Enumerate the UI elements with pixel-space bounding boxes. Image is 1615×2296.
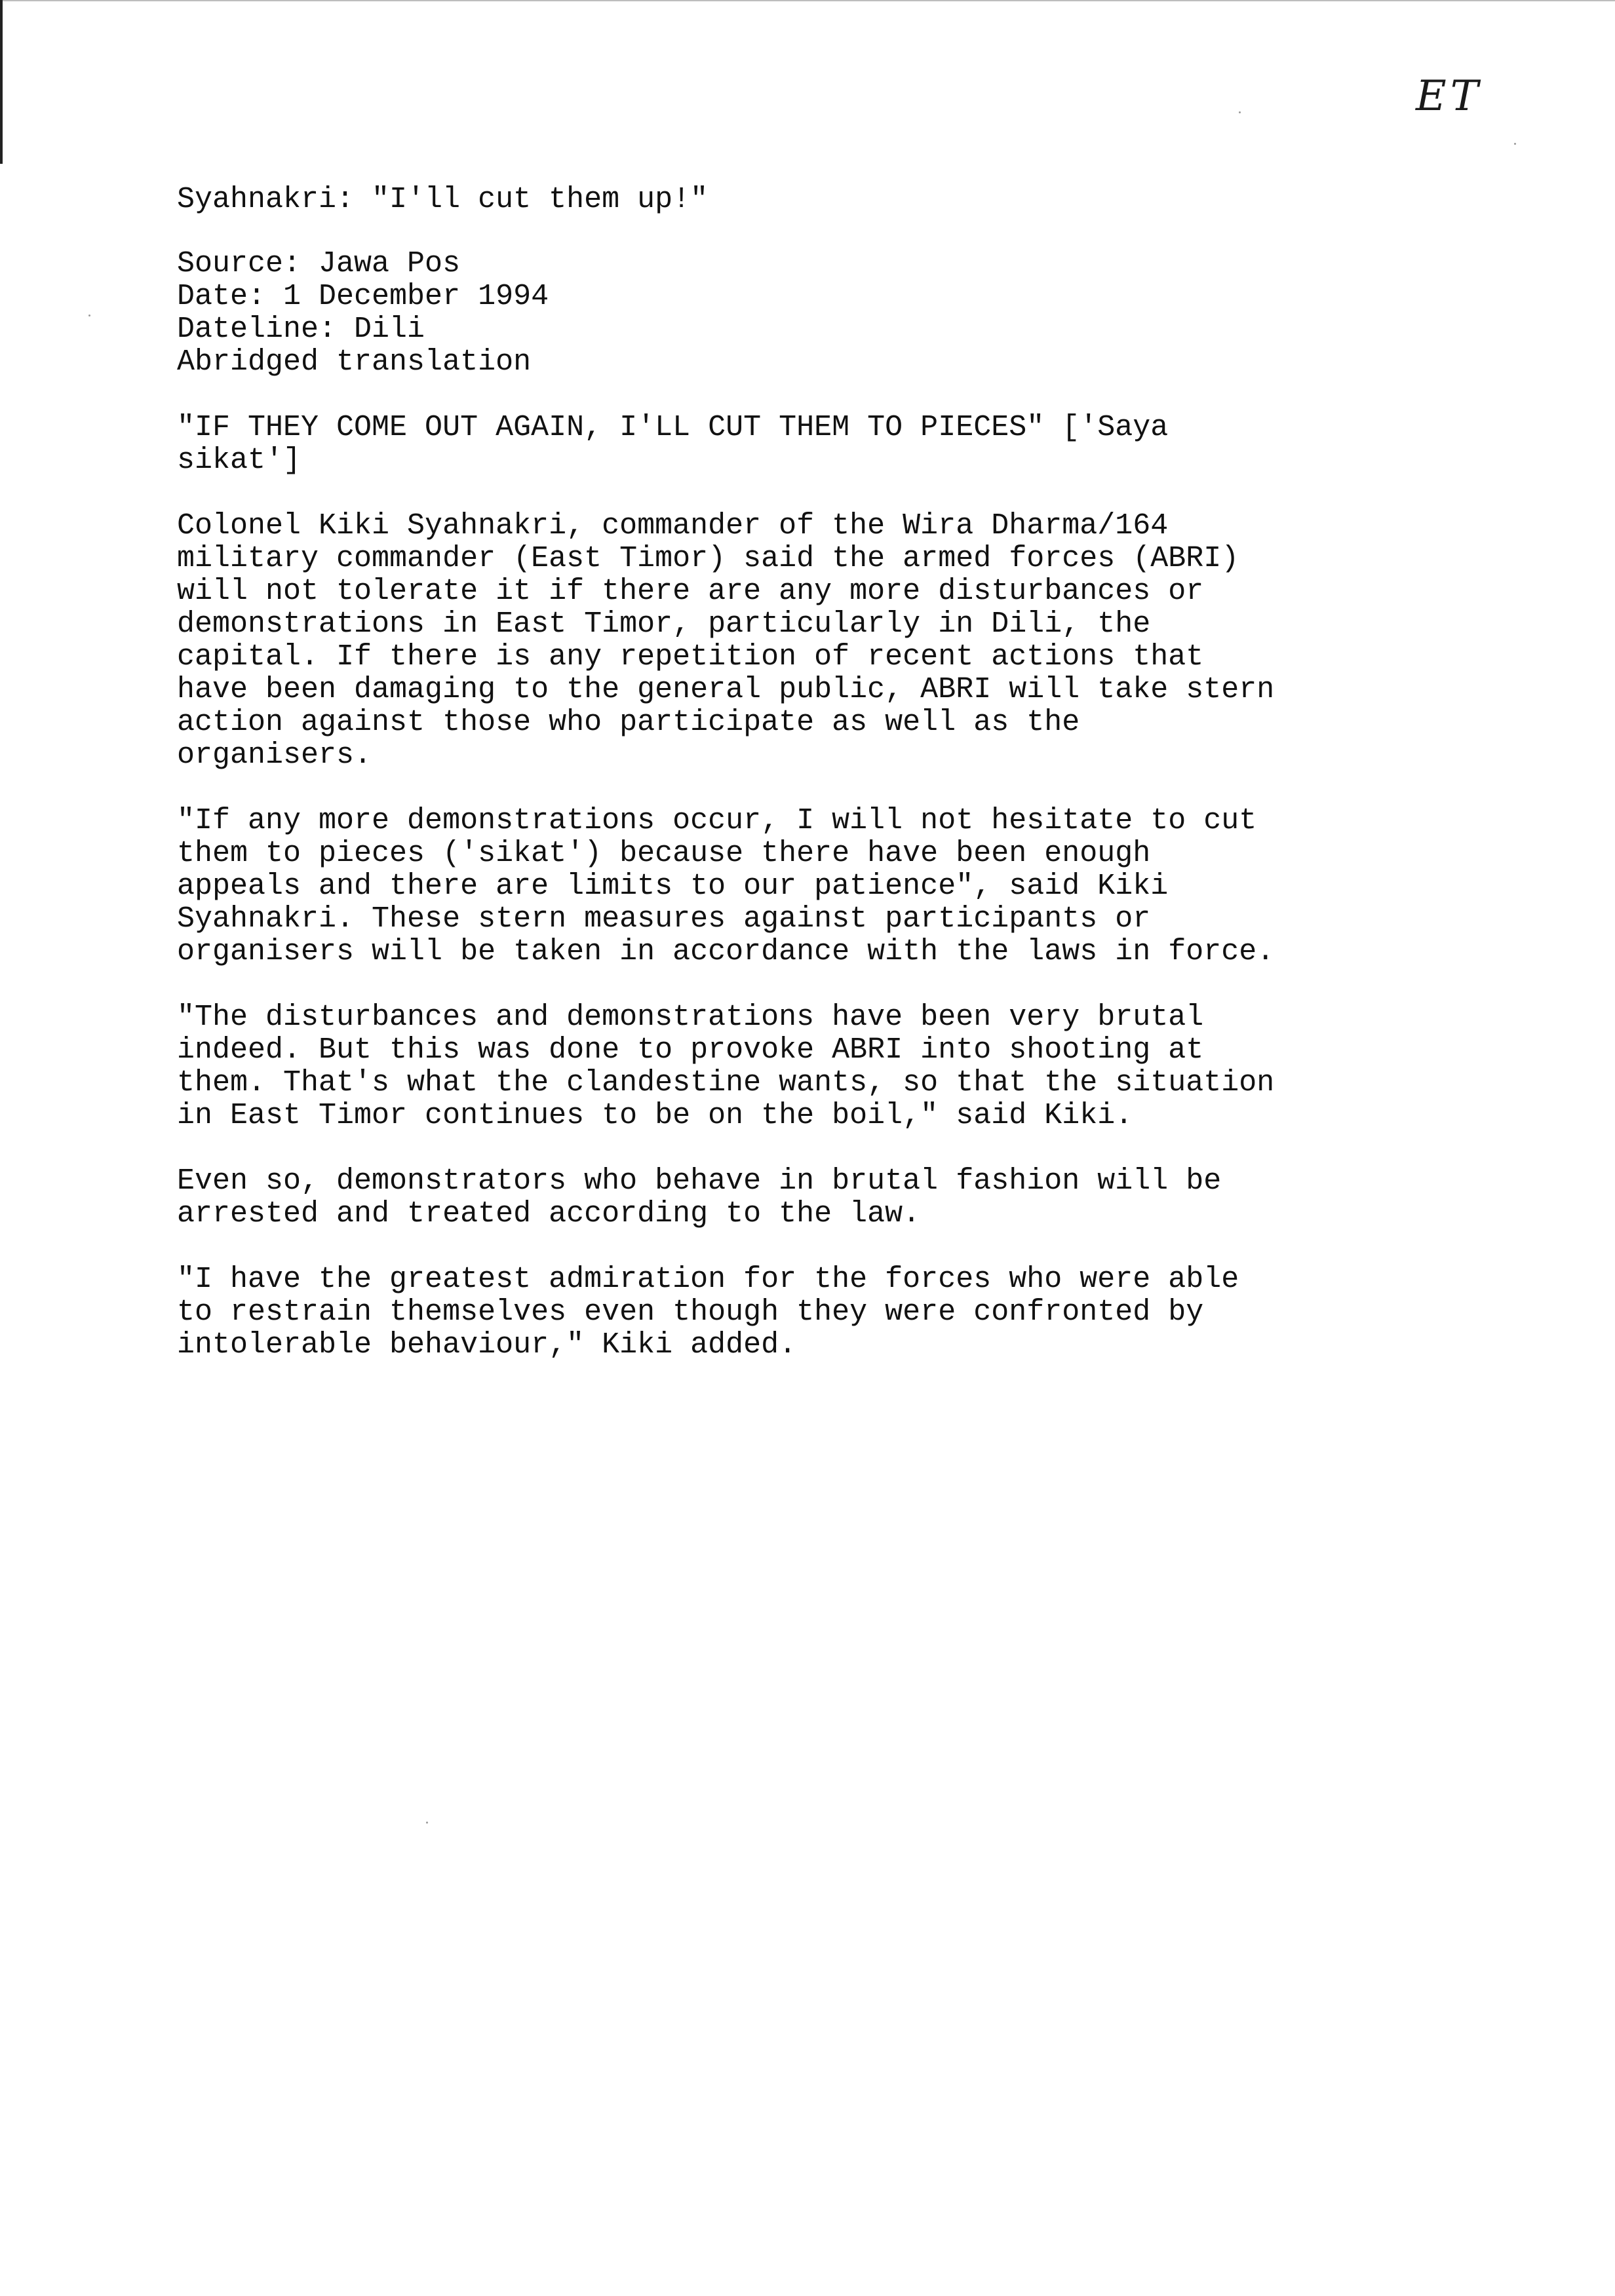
document-meta (177, 248, 1422, 379)
paragraph-line: in East Timor continues to be on the boil," said Kiki. (177, 1099, 1133, 1132)
paragraph-line: demonstrations in East Timor, particularly in Dili, the (177, 607, 1151, 641)
paragraph-line: "I have the greatest admiration for the forces who were able (177, 1263, 1239, 1296)
meta-note: Abridged translation (177, 345, 532, 379)
paragraph-2 (177, 805, 1422, 968)
paragraph-line: arrested and treated according to the law. (177, 1197, 921, 1231)
meta-source: Source: Jawa Pos (177, 247, 461, 280)
headline-line: sikat'] (177, 444, 302, 477)
paragraph-line: military commander (East Timor) said the armed forces (ABRI) (177, 542, 1239, 575)
scan-speck (1239, 111, 1241, 113)
scan-speck (1514, 143, 1516, 145)
scan-edge-left (0, 0, 7, 164)
paragraph-line: Syahnakri. These stern measures against participants or (177, 902, 1151, 936)
paragraph-line: indeed. But this was done to provoke ABRI into shooting at (177, 1033, 1204, 1067)
scan-edge-top (0, 0, 1615, 5)
paragraph-line: will not tolerate it if there are any more disturbances or (177, 575, 1204, 608)
scan-speck (426, 1822, 428, 1824)
paragraph-3 (177, 1001, 1422, 1132)
paragraph-1 (177, 510, 1422, 772)
paragraph-line: to restrain themselves even though they were confronted by (177, 1295, 1204, 1329)
paragraph-line: have been damaging to the general public, ABRI will take stern (177, 673, 1275, 706)
paragraph-line: action against those who participate as well as the (177, 706, 1080, 739)
document-body (177, 183, 1422, 1394)
scan-speck (88, 315, 90, 316)
paragraph-line: appeals and there are limits to our patience", said Kiki (177, 870, 1169, 903)
meta-dateline: Dateline: Dili (177, 313, 425, 346)
meta-date: Date: 1 December 1994 (177, 280, 549, 313)
document-title-block (177, 183, 1422, 216)
headline (177, 411, 1422, 477)
paragraph-line: organisers will be taken in accordance with the laws in force. (177, 935, 1275, 968)
headline-line: "IF THEY COME OUT AGAIN, I'LL CUT THEM TO PIECES" ['Saya (177, 411, 1169, 444)
document-title: Syahnakri: "I'll cut them up!" (177, 183, 709, 216)
paragraph-line: organisers. (177, 738, 372, 772)
paragraph-line: "The disturbances and demonstrations have been very brutal (177, 1001, 1204, 1034)
paragraph-line: them. That's what the clandestine wants, so that the situation (177, 1066, 1275, 1100)
paragraph-5 (177, 1263, 1422, 1362)
paragraph-line: capital. If there is any repetition of recent actions that (177, 640, 1204, 674)
paragraph-line: intolerable behaviour," Kiki added. (177, 1328, 797, 1362)
handwritten-corner-mark: ET (1416, 72, 1483, 121)
paragraph-line: Even so, demonstrators who behave in brutal fashion will be (177, 1164, 1222, 1198)
paragraph-line: Colonel Kiki Syahnakri, commander of the Wira Dharma/164 (177, 509, 1169, 543)
paragraph-4 (177, 1165, 1422, 1231)
paragraph-line: "If any more demonstrations occur, I will not hesitate to cut (177, 804, 1257, 837)
paragraph-line: them to pieces ('sikat') because there have been enough (177, 837, 1151, 870)
